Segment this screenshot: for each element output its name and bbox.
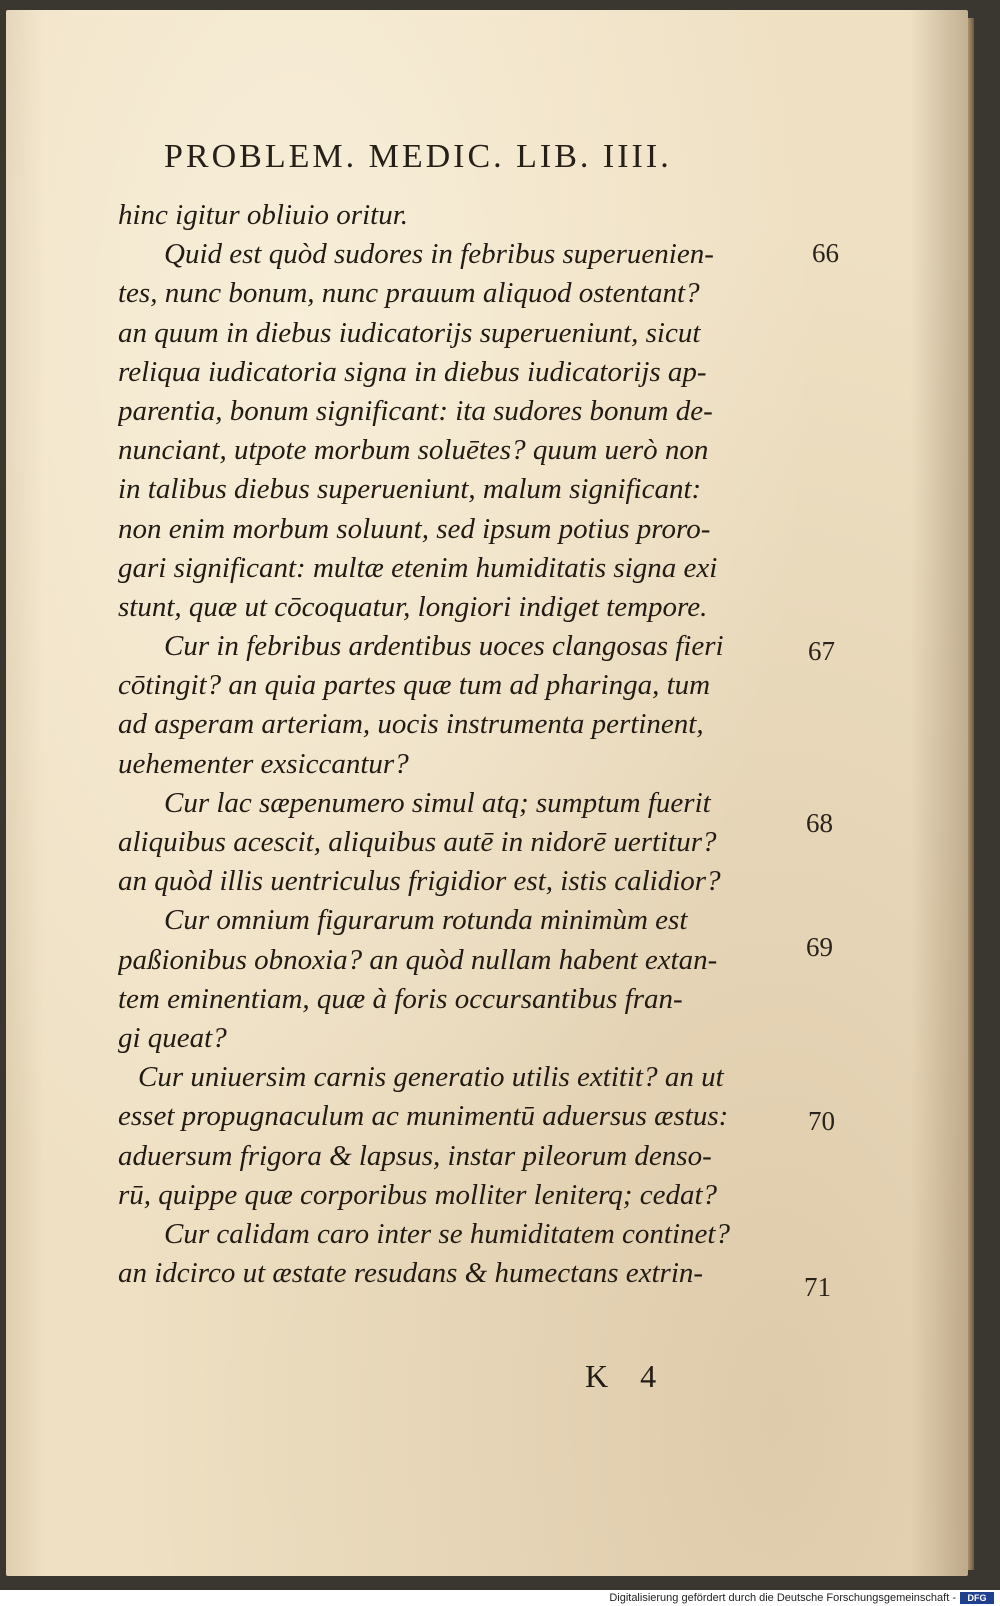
text-line: Cur lac sæpenumero simul atq; sumptum fuerit: [164, 786, 711, 819]
text-line: reliqua iudicatoria signa in diebus iudicatorijs ap-: [118, 355, 707, 388]
text-line: aliquibus acescit, aliquibus autē in nidorē uertitur?: [118, 826, 717, 858]
text-line: esset propugnaculum ac munimentū aduersus æstus:: [118, 1100, 729, 1133]
body-text: [118, 196, 778, 1293]
text-line: tes, nunc bonum, nunc prauum aliquod ostentant?: [118, 277, 700, 310]
text-line: paßionibus obnoxia? an quòd nullam habent extan-: [118, 943, 718, 976]
problem-number: 68: [806, 808, 833, 838]
text-line: Cur calidam caro inter se humiditatem continet?: [164, 1217, 730, 1250]
text-line: uehementer exsiccantur?: [118, 747, 409, 780]
text-line: aduersum frigora & lapsus, instar pileorum denso-: [118, 1139, 712, 1172]
problem-number: 66: [812, 238, 839, 268]
problem-number: 71: [804, 1272, 831, 1302]
text-line: stunt, quæ ut cōcoquatur, longiori indiget tempore.: [118, 590, 708, 623]
digitization-credit: Digitalisierung gefördert durch die Deutsche Forschungsgemeinschaft -: [609, 1592, 956, 1604]
text-line: an idcirco ut æstate resudans & humectans extrin-: [118, 1257, 704, 1290]
dfg-logo-icon: DFG: [960, 1592, 994, 1604]
text-line: Cur in febribus ardentibus uoces clangosas fieri: [164, 630, 724, 663]
text-line: hinc igitur obliuio oritur.: [118, 199, 409, 231]
text-line: an quòd illis uentriculus frigidior est, istis calidior?: [118, 865, 721, 898]
text-line: gari significant: multæ etenim humiditatis signa exi: [118, 551, 718, 584]
text-line: nunciant, utpote morbum soluētes? quum uerò non: [118, 434, 709, 467]
text-line: ad asperam arteriam, uocis instrumenta pertinent,: [118, 708, 704, 741]
text-line: Quid est quòd sudores in febribus superuenien-: [164, 238, 714, 271]
problem-number: 67: [808, 636, 835, 666]
text-line: an quum in diebus iudicatorijs superueniunt, sicut: [118, 316, 701, 349]
problem-number: 69: [806, 932, 833, 962]
text-line: Cur omnium figurarum rotunda minimùm est: [164, 904, 688, 937]
text-line: tem eminentiam, quæ à foris occursantibus fran-: [118, 982, 683, 1015]
running-header: PROBLEM. MEDIC. LIB. IIII.: [164, 138, 672, 175]
problem-number: 70: [808, 1106, 835, 1136]
text-line: non enim morbum soluunt, sed ipsum potius proro-: [118, 512, 711, 545]
text-line: Cur uniuersim carnis generatio utilis extitit? an ut: [138, 1061, 724, 1094]
text-line: rū, quippe quæ corporibus molliter leniterq; cedat?: [118, 1178, 718, 1211]
signature-mark: K 4: [585, 1358, 669, 1394]
text-line: gi queat?: [118, 1021, 227, 1054]
text-line: parentia, bonum significant: ita sudores bonum de-: [118, 394, 713, 427]
text-line: cōtingit? an quia partes quæ tum ad pharinga, tum: [118, 669, 711, 702]
text-line: in talibus diebus superueniunt, malum significant:: [118, 473, 702, 506]
